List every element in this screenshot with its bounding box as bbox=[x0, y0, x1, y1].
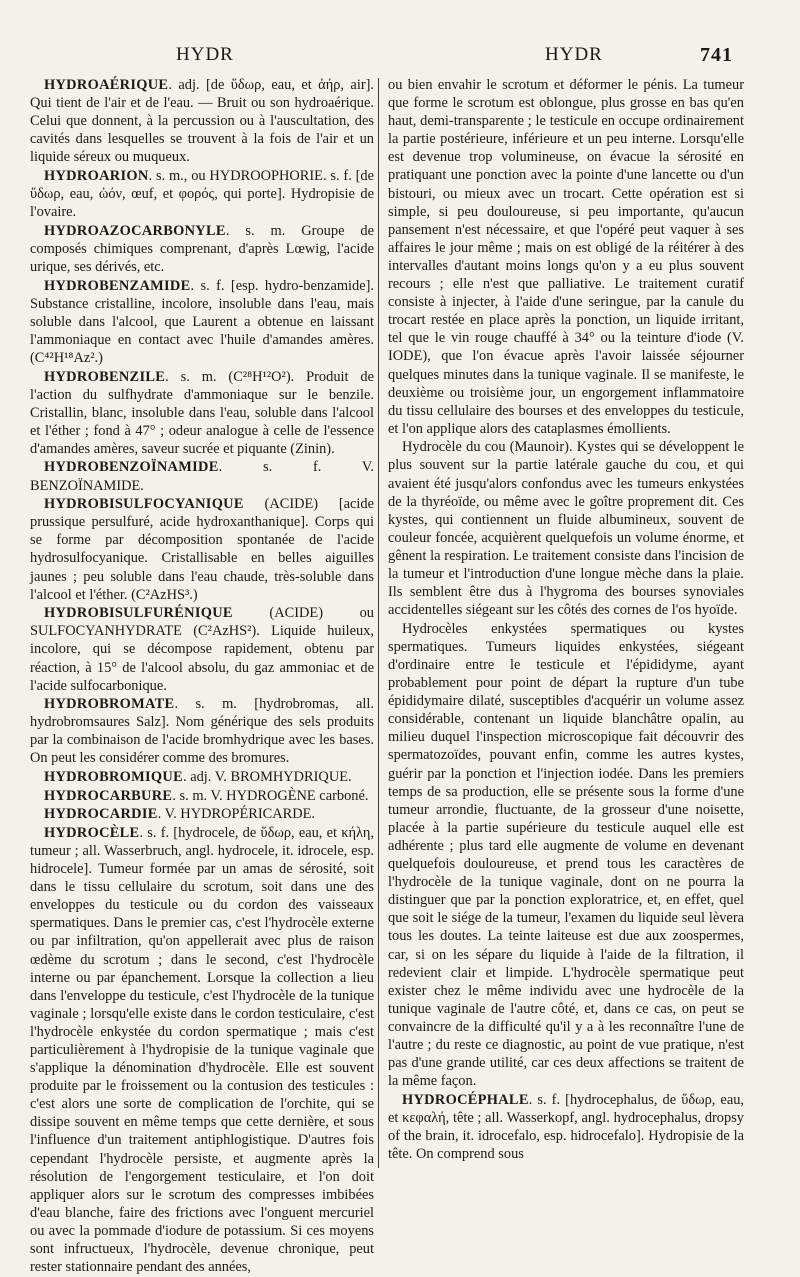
right-running-head: HYDR bbox=[545, 44, 603, 65]
entry-body: . s. f. [esp. hydro-benzamide]. Substance cristalline, incolore, insoluble dans l'eau, mais soluble dans l'alcool, que Laurent a obtenue en laissant l'ammoniaque en contact avec l'huile d'amandes amères. (C⁴²H¹⁸Az².) bbox=[30, 277, 374, 366]
entry-paragraph bbox=[388, 620, 744, 1090]
entry-headword: HYDROBROMATE bbox=[44, 696, 175, 713]
entry-headword: HYDROAÉRIQUE bbox=[44, 77, 169, 93]
entry-headword: HYDROBISULFOCYANIQUE bbox=[44, 496, 244, 513]
entry-headword: HYDROCÈLE bbox=[44, 824, 140, 841]
entry-body: . adj. [de ὕδωρ, eau, et ἀήρ, air]. Qui tient de l'air et de l'eau. — Bruit ou son hydroaérique. Celui que donnent, à la percussion ou à l'auscultation, des cavités dans lesquelles se trouvent à la fois de l'air et un liquide séreux ou muqueux. bbox=[30, 77, 374, 166]
dictionary-entry bbox=[30, 695, 374, 767]
entry-body: (ACIDE) [acide prussique persulfuré, acide hydroxanthanique]. Corps qui se forme par décomposition spontanée de l'acide hydrosulfocyanique. Cristallisable en belles aiguilles jaunes ; peu soluble dans l'eau chaude, très-soluble dans l'alcool et l'éther. (C²AzHS³.) bbox=[30, 496, 374, 603]
entry-body: ou bien envahir le scrotum et déformer le pénis. La tumeur que forme le scrotum est oblongue, plus grosse en bas qu'en haut, demi-transparente ; le testicule en occupe ordinairement la partie postérieure, inférieure et un peu interne. Lorsqu'elle est devenue trop volumineuse, on évacue la sérosité en pratiquant une ponction avec la pointe d'une lancette ou d'un bistouri, ou mieux avec un trocart. Cette opération est si simple, si peu douloureuse, si peu importante, qu'aucun pansement n'est nécessaire, et que l'opéré peut vaquer à ses affaires le jour même ; mais on est obligé de la réitérer à des intervalles d'autant moins longs qu'on y a eu plus souvent recours ; elle n'est que palliative. Le traitement curatif consiste à injecter, à l'aide d'une seringue, par la canule du trocart restée en place après la ponction, un liquide irritant, tel que le vin rouge chauffé à 34° ou la teinture d'iode (V. IODE), que l'on évacue après l'avoir laissée séjourner quelques minutes dans la tunique vaginale. Il se manifeste, le deuxième ou troisième jour, un engorgement inflammatoire du tissu cellulaire des bourses et des enveloppes du testicule, et l'on applique alors des cataplasmes émollients. bbox=[388, 77, 744, 437]
entry-headword: HYDROCÉPHALE bbox=[402, 1091, 529, 1108]
entry-headword: HYDROCARDIE bbox=[44, 806, 158, 823]
entry-headword: HYDROBENZAMIDE bbox=[44, 277, 191, 294]
entry-body: . s. f. [hydrocele, de ὕδωρ, eau, et κήλη, tumeur ; all. Wasserbruch, angl. hydrocele, it. idrocele, esp. hidrocele]. Tumeur formée par un amas de sérosité, soit dans le tissu cellulaire du scrotum, soit dans une des enveloppes du testicule ou du cordon des vaisseaux spermatiques. Dans le premier cas, c'est l'hydrocèle externe ou par infiltration, qu'on appellerait avec plus de raison œdème du scrotum ; dans le second, c'est l'hydrocèle interne ou par épanchement. Lorsque la collection a lieu dans l'enveloppe du testicule, c'est l'hydrocèle de la tunique vaginale ; lorsqu'elle existe dans le cordon testiculaire, c'est l'hydrocèle enkystée du cordon spermatique ; mais c'est particulièrement à l'hydropisie de la tunique vaginale que s'applique la dénomination d'hydrocèle. Elle est souvent produite par le froissement ou la contusion des testicules : c'est alors une sorte de complication de l'orchite, qui se dissipe souvent en même temps que cette dernière, et sous l'influence d'un traitement antiphlogistique. D'autres fois cependant l'hydrocèle persiste, et augmente après la résolution de l'engorgement testiculaire, et l'on doit appliquer alors sur le scrotum des compresses imbibées d'eau blanche, faire des frictions avec l'onguent mercuriel ou avec la pommade d'iodure de potassium. Si ces moyens sont infructueux, l'hydrocèle, devenue chronique, peut rester stationnaire pendant des années, bbox=[30, 824, 374, 1276]
dictionary-entry bbox=[388, 1091, 744, 1163]
page-number: 741 bbox=[700, 44, 733, 66]
entry-headword: HYDROAZOCARBONYLE bbox=[44, 222, 226, 239]
left-column bbox=[30, 76, 374, 1277]
dictionary-entry bbox=[30, 76, 374, 166]
entry-headword: HYDROCARBURE bbox=[44, 787, 173, 804]
dictionary-entry bbox=[30, 368, 374, 458]
entry-headword: HYDROBISULFURÉNIQUE bbox=[44, 605, 233, 622]
entry-body: Hydrocèle du cou (Maunoir). Kystes qui se développent le plus souvent sur la partie latérale gauche du cou, et qui avaient été jusqu'alors confondus avec les tumeurs enkystées de la thyréoïde, ou même avec le goître proprement dit. Ces kystes, qui contiennent un fluide albumineux, souvent de couleur foncée, acquièrent quelquefois un volume énorme, et gênent la respiration. Le traitement consiste dans l'incision de la tumeur et l'introduction d'une longue mèche dans la plaie. Ils semblent être dus à l'hygroma des bourses synoviales accidentelles siégeant sur les côtés des cornes de l'os hyoïde. bbox=[388, 439, 744, 619]
entry-body: . s. m. V. HYDROGÈNE carboné. bbox=[172, 787, 369, 804]
entry-body: . s. m. Groupe de composés chimiques comprenant, d'après Lœwig, l'acide urique, ses dérivés, etc. bbox=[30, 222, 374, 275]
dictionary-entry bbox=[30, 458, 374, 494]
running-header bbox=[0, 44, 800, 74]
dictionary-entry bbox=[30, 604, 374, 694]
entry-body: . s. m. [hydrobromas, all. hydrobromsaures Salz]. Nom générique des sels produits par la combinaison de l'acide bromhydrique avec les bases. On peut les considérer comme des bromures. bbox=[30, 696, 374, 767]
entry-headword: HYDROARION bbox=[44, 167, 149, 184]
entry-body: . s. m., ou HYDROOPHORIE. s. f. [de ὕδωρ, eau, ὠόν, œuf, et φορός, qui porte]. Hydropisie de l'ovaire. bbox=[30, 167, 374, 221]
dictionary-entry bbox=[30, 824, 374, 1276]
dictionary-entry bbox=[30, 768, 374, 786]
dictionary-entry bbox=[30, 787, 374, 805]
entry-body: . s. f. [hydrocephalus, de ὕδωρ, eau, et κεφαλή, tête ; all. Wasserkopf, angl. hydrocephalus, dropsy of the brain, it. idrocefalo, esp. hidrocefalo]. Hydropisie de la tête. On comprend sous bbox=[388, 1091, 744, 1163]
left-running-head: HYDR bbox=[176, 44, 234, 65]
right-column bbox=[388, 76, 744, 1164]
entry-paragraph bbox=[388, 76, 744, 438]
dictionary-entry bbox=[30, 167, 374, 221]
entry-body: Hydrocèles enkystées spermatiques ou kystes spermatiques. Tumeurs liquides enkystées, siégeant d'ordinaire entre le testicule et l'épididyme, ayant probablement pour point de départ la rupture d'un tube épididymaire dilaté, susceptibles d'acquérir un volume assez considérable, contenant un liquide blanchâtre opalin, au milieu duquel l'inspection microscopique fait découvrir des spermatozoïdes, pouvant enfin, comme les autres kystes, guérir par la ponction et l'injection iodée. Dans les premiers temps de sa production, elle se présente sous la forme d'une tumeur arrondie, fluctuante, de la grosseur d'une noisette, placée à la partie supérieure du testicule auquel elle est adhérente ; plus tard elle augmente de volume en devenant quelquefois douloureuse, et prend tous les caractères de l'hydrocèle de la tunique vaginale, dont on ne pourra la distinguer que par la ponction exploratrice, et, en effet, quel que soit le siége de la tumeur, l'examen du liquide seul lèvera tous les doutes. La teinte laiteuse est due aux zoospermes, car, si on les sépare du liquide à l'aide de la filtration, il redevient clair et limpide. L'hydrocèle spermatique peut exister chez le même individu avec une hydrocèle de la tunique vaginale de l'autre côté, et, dans ce cas, on peut se convaincre de la difficulté qu'il y a à les reconnaître l'une de l'autre ; du reste ce diagnostic, au point de vue pratique, n'est pas d'une grande utilité, car ces deux affections se traitent de la même façon. bbox=[388, 620, 744, 1090]
entry-headword: HYDROBENZOÏNAMIDE bbox=[44, 459, 219, 476]
entry-paragraph bbox=[388, 438, 744, 619]
entry-body: . s. m. (C²⁸H¹²O²). Produit de l'action du sulfhydrate d'ammoniaque sur le benzile. Cristallin, blanc, insoluble dans l'eau, soluble dans l'alcool et l'éther ; fond à 47° ; odeur analogue à celle de l'essence d'amandes amères, saveur sucrée et piquante (Zinin). bbox=[30, 368, 374, 457]
column-divider bbox=[378, 78, 379, 1168]
dictionary-entry bbox=[30, 277, 374, 367]
entry-headword: HYDROBENZILE bbox=[44, 368, 166, 385]
entry-body: . adj. V. BROMHYDRIQUE. bbox=[183, 769, 352, 786]
dictionary-entry bbox=[30, 495, 374, 604]
dictionary-entry bbox=[30, 222, 374, 276]
entry-body: . V. HYDROPÉRICARDE. bbox=[157, 806, 316, 823]
dictionary-entry bbox=[30, 805, 374, 823]
entry-body: . s. f. V. BENZOÏNAMIDE. bbox=[30, 459, 374, 494]
entry-headword: HYDROBROMIQUE bbox=[44, 769, 184, 786]
entry-body: (ACIDE) ou SULFOCYANHYDRATE (C²AzHS²). Liquide huileux, incolore, qui se décompose rapidement, obtenu par réaction, à 15° de l'alcool absolu, du gaz ammoniac et de l'acide sulfocarbonique. bbox=[30, 605, 374, 694]
